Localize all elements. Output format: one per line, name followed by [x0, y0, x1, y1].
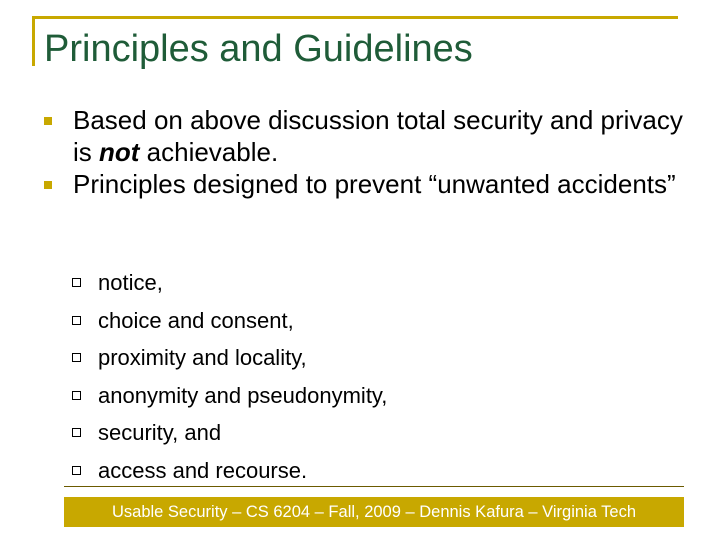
hollow-square-icon — [72, 278, 81, 287]
bullet-item — [0, 168, 693, 200]
bullet-item — [0, 104, 693, 168]
hollow-square-icon — [72, 391, 81, 400]
hollow-square-icon — [72, 466, 81, 475]
sub-bullet-text: choice and consent, — [98, 307, 294, 333]
title-frame-top — [32, 16, 678, 19]
sub-bullet-item — [0, 264, 720, 302]
hollow-square-icon — [72, 428, 81, 437]
sub-bullet-item — [0, 377, 720, 415]
sub-bullet-text: security, and — [98, 420, 222, 445]
bullet-square-icon — [44, 181, 52, 189]
hollow-square-icon — [72, 316, 81, 325]
bullet-text-after: achievable. — [139, 137, 279, 167]
footer-divider — [64, 486, 684, 487]
footer-bar: Usable Security – CS 6204 – Fall, 2009 – Dennis Kafura – Virginia Tech — [64, 497, 684, 527]
hollow-square-icon — [72, 353, 81, 362]
title-frame-left — [32, 16, 35, 66]
sub-bullet-text: proximity and locality, — [98, 345, 307, 370]
bullet-text-before: Based on above discussion total security and privacy is — [73, 105, 683, 167]
sub-bullet-list — [0, 264, 720, 489]
slide-title: Principles and Guidelines — [44, 28, 473, 70]
sub-bullet-item — [0, 302, 720, 340]
bullet-emphasis: not — [99, 137, 140, 167]
bullet-text: Principles designed to prevent “unwanted accidents” — [73, 169, 676, 199]
sub-bullet-item — [0, 414, 720, 452]
sub-bullet-text: notice, — [98, 270, 163, 295]
bullet-list — [0, 104, 720, 200]
sub-bullet-item — [0, 339, 720, 377]
sub-bullet-text: anonymity and pseudonymity, — [98, 382, 388, 408]
bullet-square-icon — [44, 117, 52, 125]
sub-bullet-item — [0, 452, 720, 490]
sub-bullet-text: access and recourse. — [98, 457, 308, 483]
